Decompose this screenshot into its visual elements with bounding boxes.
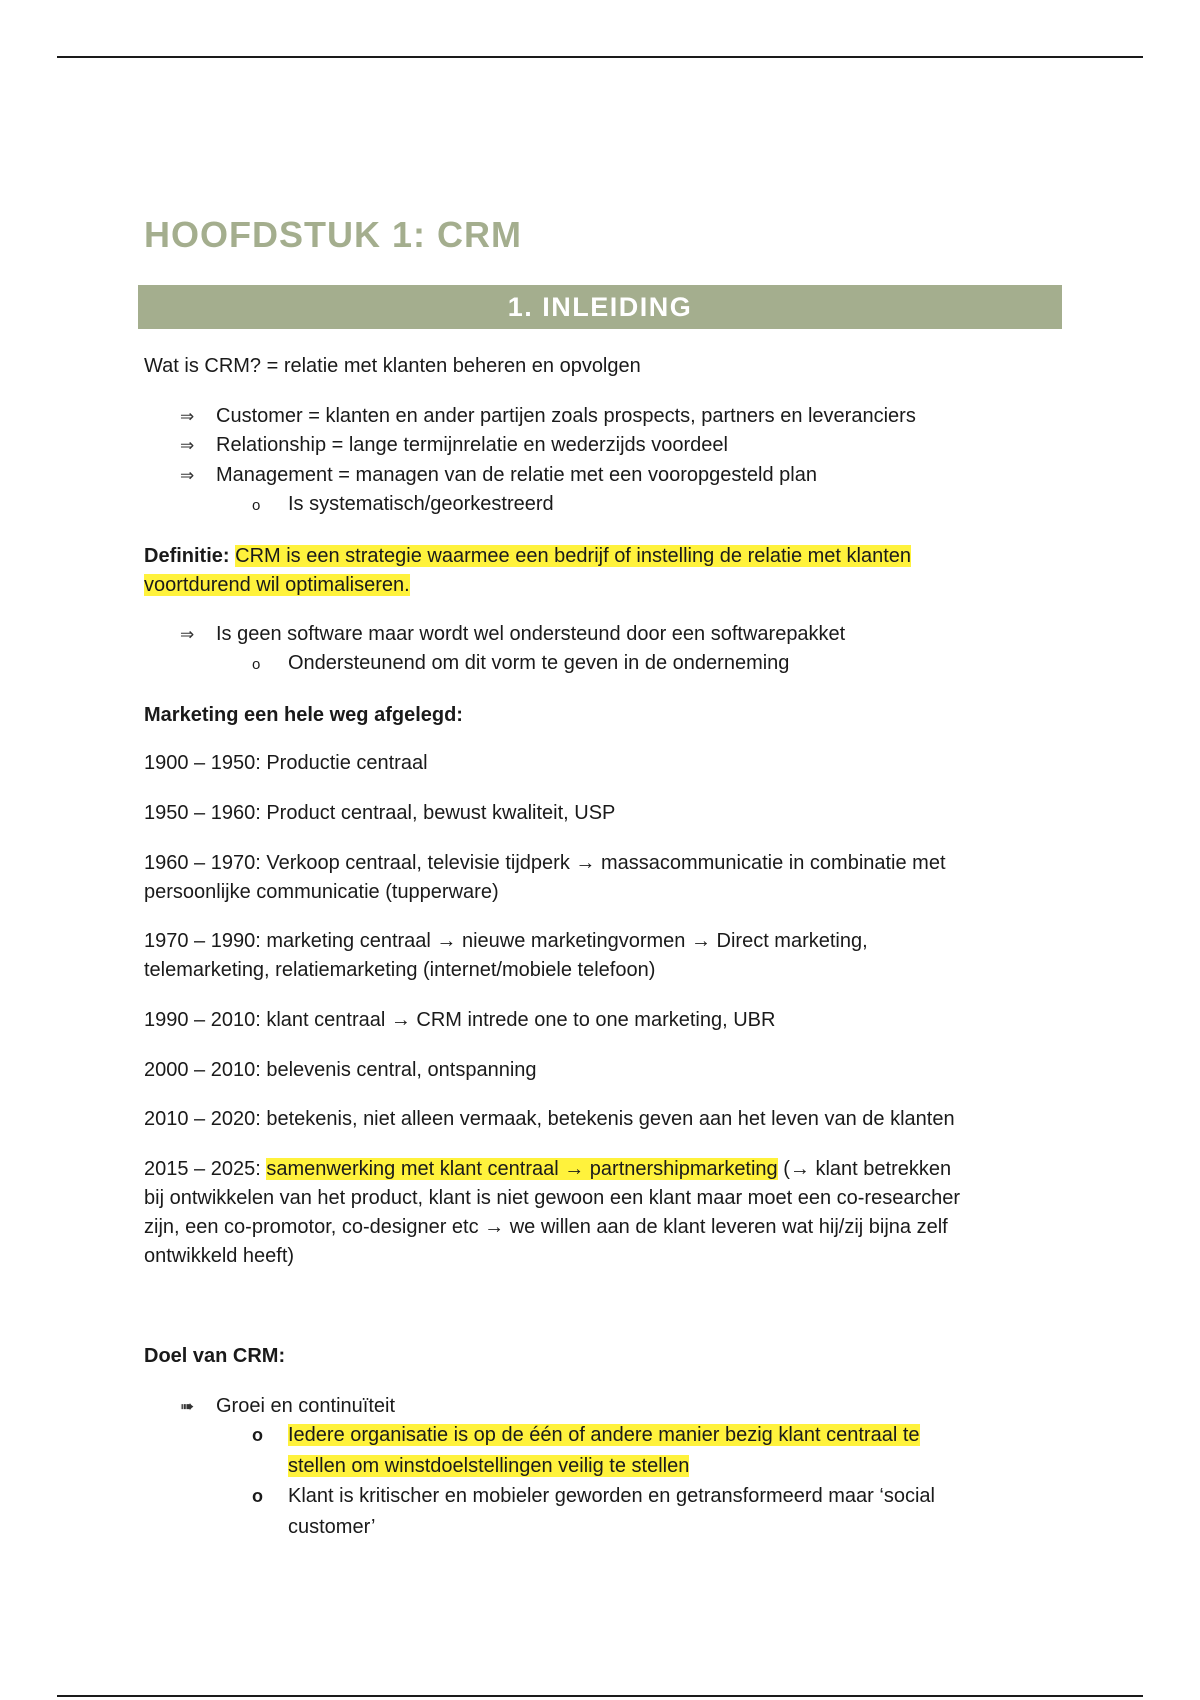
arrow-bullet-icon: ⇒ xyxy=(180,407,195,426)
list-item-relationship: ⇒ Relationship = lange termijnrelatie en wederzijds voordeel xyxy=(180,431,728,460)
timeline-2015: 2015 – 2025: samenwerking met klant centraal → partnershipmarketing (→ klant betrekken bij ontwikkelen van het product, klant is niet gewoon een klant maar moet een co-researcher zijn, een co-promotor, co-designer etc → we willen aan de klant leveren wat hij/zij bijna zelf ontwikkeld heeft) xyxy=(144,1158,961,1267)
section-header-band xyxy=(138,285,1062,329)
timeline-2015-highlight: samenwerking met klant centraal → partnershipmarketing xyxy=(266,1158,778,1180)
circle-bullet-icon: o xyxy=(252,1486,263,1506)
arrow-bullet-icon: ⇒ xyxy=(180,466,195,485)
sub-item-klant-kritischer: Klant is kritischer en mobieler geworden en getransformeerd maar ‘social customer’ xyxy=(288,1485,935,1538)
definition-text-line2: voortdurend wil optimaliseren. xyxy=(144,574,410,596)
timeline-1990: 1990 – 2010: klant centraal → CRM intrede one to one marketing, UBR xyxy=(144,1009,776,1031)
bottom-rule xyxy=(57,1695,1143,1697)
definition-text-line1: CRM is een strategie waarmee een bedrijf of instelling de relatie met klanten xyxy=(235,545,912,567)
timeline-1900: 1900 – 1950: Productie centraal xyxy=(144,752,428,774)
circle-bullet-icon: o xyxy=(252,656,261,673)
timeline-2000: 2000 – 2010: belevenis central, ontspanning xyxy=(144,1059,537,1081)
chapter-title: HOOFDSTUK 1: CRM xyxy=(144,214,522,255)
arrow-bullet-icon: ⇒ xyxy=(180,436,195,455)
timeline-1970: 1970 – 1990: marketing centraal → nieuwe marketingvormen → Direct marketing, telemarketing, relatiemarketing (internet/mobiele telefoon) xyxy=(144,930,868,981)
timeline-1960: 1960 – 1970: Verkoop centraal, televisie tijdperk → massacommunicatie in combinatie met persoonlijke communicatie (tupperware) xyxy=(144,852,946,903)
list-item-software: ⇒ Is geen software maar wordt wel ondersteund door een softwarepakket xyxy=(180,620,845,649)
circle-bullet-icon: o xyxy=(252,1425,263,1445)
intro-text: Wat is CRM? = relatie met klanten beheren en opvolgen xyxy=(144,355,641,377)
timeline-1950: 1950 – 1960: Product centraal, bewust kwaliteit, USP xyxy=(144,802,616,824)
definition-paragraph xyxy=(144,542,1064,600)
definition-label: Definitie: xyxy=(144,545,230,567)
bold-arrow-bullet-icon: ➠ xyxy=(180,1397,195,1416)
list-item-customer: ⇒ Customer = klanten en ander partijen zoals prospects, partners en leveranciers xyxy=(180,402,916,431)
top-rule xyxy=(57,56,1143,58)
sub-item-systematisch: o Is systematisch/georkestreerd xyxy=(252,490,554,520)
arrow-bullet-icon: ⇒ xyxy=(180,625,195,644)
sub-item-iedere-organisatie: Iedere organisatie is op de één of andere manier bezig klant centraal te stellen om winstdoelstellingen veilig te stellen xyxy=(288,1424,920,1477)
list-item-management: ⇒ Management = managen van de relatie met een vooropgesteld plan xyxy=(180,461,817,490)
circle-bullet-icon: o xyxy=(252,497,261,514)
section-title: 1. INLEIDING xyxy=(507,291,693,322)
doel-heading: Doel van CRM: xyxy=(144,1345,286,1367)
list-item-groei: ➠ Groei en continuïteit xyxy=(180,1392,395,1421)
marketing-heading: Marketing een hele weg afgelegd: xyxy=(144,704,463,726)
sub-item-ondersteunend: o Ondersteunend om dit vorm te geven in de onderneming xyxy=(252,649,789,679)
timeline-2010: 2010 – 2020: betekenis, niet alleen vermaak, betekenis geven aan het leven van de klanten xyxy=(144,1108,955,1130)
